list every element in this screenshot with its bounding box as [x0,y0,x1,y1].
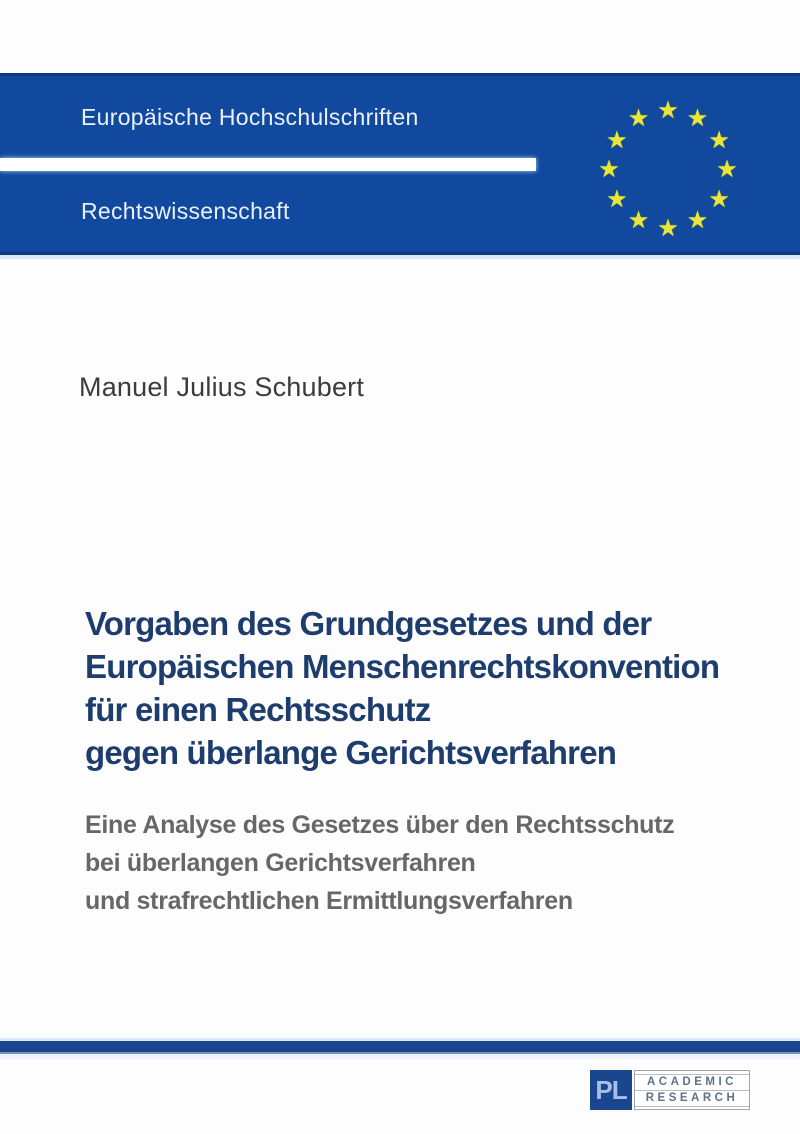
publisher-name-line1: ACADEMIC [635,1074,749,1091]
eu-star: ★ [598,156,620,183]
eu-star: ★ [716,156,738,183]
subtitle-line: bei überlangen Gerichtsverfahren [85,849,476,877]
eu-star: ★ [627,104,650,132]
eu-star: ★ [708,126,730,154]
book-title [85,602,719,774]
banner-divider-stripe [0,158,536,171]
author-name: Manuel Julius Schubert [79,372,365,402]
subtitle-line: Eine Analyse des Gesetzes über den Rechtsschutz [85,811,675,839]
eu-star: ★ [657,97,679,124]
publisher-logo [590,1070,750,1110]
banner-bottom-glow [0,255,800,259]
publisher-abbrev-icon: PL [590,1070,632,1110]
eu-stars-icon [598,97,738,242]
eu-star: ★ [686,104,709,132]
series-title: Europäische Hochschulschriften [81,104,419,130]
eu-star: ★ [606,185,628,213]
publisher-name-box [634,1070,750,1110]
book-subtitle [85,806,674,920]
eu-star: ★ [686,207,709,235]
title-line: gegen überlange Gerichtsverfahren [85,734,617,771]
eu-star: ★ [657,215,679,242]
eu-star: ★ [627,207,650,235]
bottom-divider-rule [0,1041,800,1054]
title-line: Europäischen Menschenrechtskonvention [85,648,720,685]
subtitle-line: und strafrechtlichen Ermittlungsverfahren [85,887,573,915]
series-subtitle: Rechtswissenschaft [81,198,290,224]
publisher-name-line2: RESEARCH [635,1091,749,1107]
eu-star: ★ [606,126,628,154]
eu-star: ★ [708,185,730,213]
title-line: Vorgaben des Grundgesetzes und der [85,605,652,642]
title-line: für einen Rechtsschutz [85,691,431,728]
